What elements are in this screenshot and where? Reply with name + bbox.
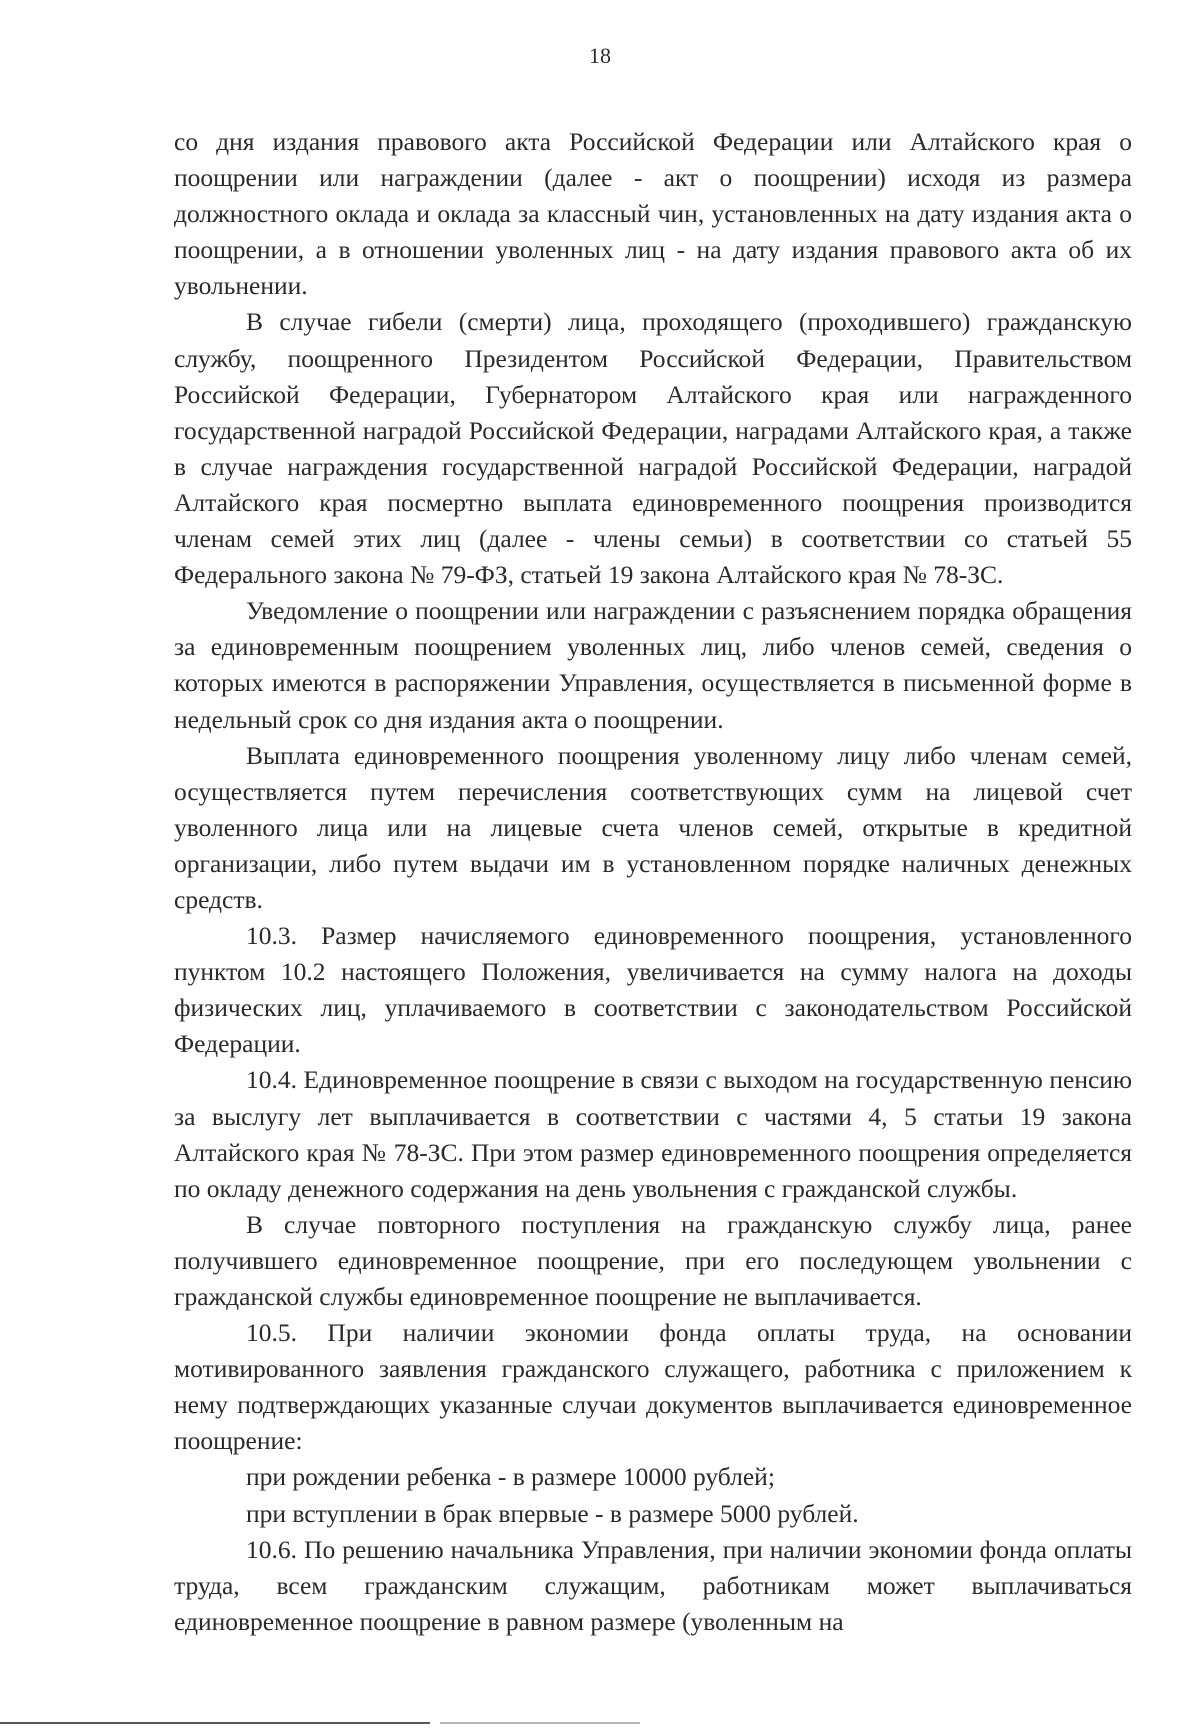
paragraph-10-6: 10.6. По решению начальника Управления, при наличии экономии фонда оплаты труда, всем гражданским служащим, работникам может выплачиваться единовременное поощрение в равном размере (уволенным на	[174, 1534, 1132, 1636]
paragraph-notification: Уведомление о поощрении или награждении с разъяснением порядка обращения за единовременным поощрением уволенных лиц, либо членов семей, сведения о которых имеются в распоряжении Управления, осуществляется в письменной форме в недельный срок со дня издания акта о поощрении.	[174, 596, 1132, 734]
paragraph-repeat-service: В случае повторного поступления на гражданскую службу лица, ранее получившего единовременное поощрение, при его последующем увольнении с гражданской службы единовременное поощрение не выплачивается.	[174, 1209, 1132, 1311]
paragraph-death-of-employee: В случае гибели (смерти) лица, проходящего (проходившего) гражданскую службу, поощренного Президентом Российской Федерации, Правительством Российской Федерации, Губернатором Алтайского края или награжденного государственной наградой Российской Федерации, наградами Алтайского края, а также в случае награждения государственной наградой Российской Федерации, наградой Алтайского края посмертно выплата единовременного поощрения производится членам семей этих лиц (далее - члены семьи) в соответствии со статьей 55 Федерального закона № 79-ФЗ, статьей 19 закона Алтайского края № 78-ЗС.	[174, 307, 1132, 590]
document-body	[174, 124, 1132, 1640]
list-item-marriage: при вступлении в брак впервые - в размере 5000 рублей.	[246, 1498, 859, 1528]
list-item-birth: при рождении ребенка - в размере 10000 рублей;	[246, 1462, 775, 1492]
bottom-scan-line-faint	[440, 1722, 640, 1724]
paragraph-payment-method: Выплата единовременного поощрения уволенному лицу либо членам семей, осуществляется путем перечисления соответствующих сумм на лицевой счет уволенного лица или на лицевые счета членов семей, открытые в кредитной организации, либо путем выдачи им в установленном порядке наличных денежных средств.	[174, 740, 1132, 914]
paragraph-10-5: 10.5. При наличии экономии фонда оплаты труда, на основании мотивированного заявления гражданского служащего, работника с приложением к нему подтверждающих указанные случаи документов выплачивается единовременное поощрение:	[174, 1318, 1132, 1456]
paragraph-10-4: 10.4. Единовременное поощрение в связи с выходом на государственную пенсию за выслугу лет выплачивается в соответствии с частями 4, 5 статьи 19 закона Алтайского края № 78-ЗС. При этом размер единовременного поощрения определяется по окладу денежного содержания на день увольнения с гражданской службы.	[174, 1065, 1132, 1203]
page-number: 18	[589, 43, 611, 68]
bottom-scan-line	[0, 1722, 430, 1724]
paragraph-10-3: 10.3. Размер начисляемого единовременного поощрения, установленного пунктом 10.2 настоящего Положения, увеличивается на сумму налога на доходы физических лиц, уплачиваемого в соответствии с законодательством Российской Федерации.	[174, 921, 1132, 1059]
paragraph-continuation: со дня издания правового акта Российской Федерации или Алтайского края о поощрении или награждении (далее - акт о поощрении) исходя из размера должностного оклада и оклада за классный чин, установленных на дату издания акта о поощрении, а в отношении уволенных лиц - на дату издания правового акта об их увольнении.	[174, 127, 1132, 301]
